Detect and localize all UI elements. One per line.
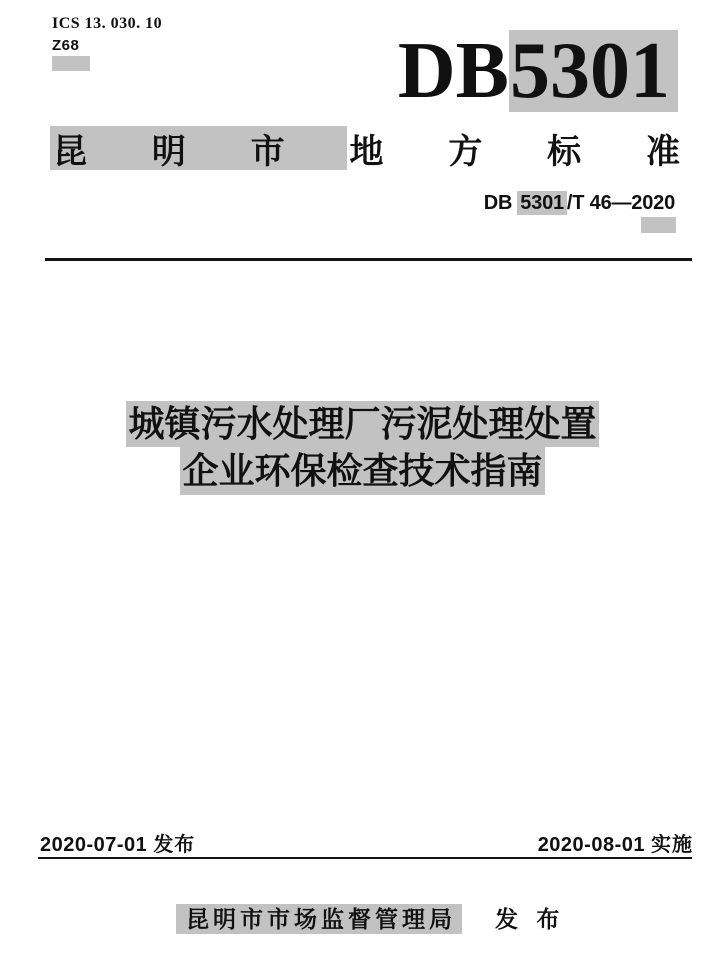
standard-name-char: 方	[448, 132, 483, 171]
standard-big-code	[397, 27, 678, 115]
document-title	[20, 401, 705, 495]
issue-date	[40, 834, 195, 856]
standard-name-char: 昆	[53, 132, 87, 171]
standard-ref-code	[484, 192, 675, 215]
issue-date-value: 2020-07-01	[40, 834, 148, 856]
implementation-date-label: 实施	[651, 834, 693, 856]
implementation-date	[538, 834, 693, 856]
ref-code-number-highlighted: 5301	[517, 191, 567, 215]
issue-date-label: 发布	[153, 834, 196, 856]
ics-code: ICS 13. 030. 10	[52, 15, 163, 32]
doc-class-code: Z68	[52, 37, 80, 54]
redaction-box-under-ref	[641, 217, 676, 233]
standard-name-char: 明	[151, 132, 186, 171]
redaction-box-top-left	[52, 56, 90, 71]
publisher-name: 昆明市市场监督管理局	[176, 904, 462, 934]
standard-name-char: 市	[250, 132, 285, 171]
title-line-1: 城镇污水处理厂污泥处理处置	[126, 401, 598, 447]
big-code-number-highlighted: 5301	[509, 30, 678, 112]
title-line-2: 企业环保检查技术指南	[180, 447, 544, 495]
footer-dates-row	[40, 834, 693, 856]
ref-code-prefix: DB	[483, 192, 513, 214]
footer-rule	[38, 857, 692, 859]
implementation-date-value: 2020-08-01	[537, 834, 645, 856]
standard-name-row	[53, 126, 680, 170]
big-code-prefix: DB	[397, 27, 509, 115]
publish-label: 发 布	[495, 906, 561, 932]
standard-name-char: 标	[547, 132, 582, 171]
header-rule	[45, 258, 692, 261]
ref-code-suffix: /T 46—2020	[566, 192, 675, 214]
standard-name-char: 准	[645, 132, 680, 171]
standard-name-char: 地	[349, 132, 384, 171]
